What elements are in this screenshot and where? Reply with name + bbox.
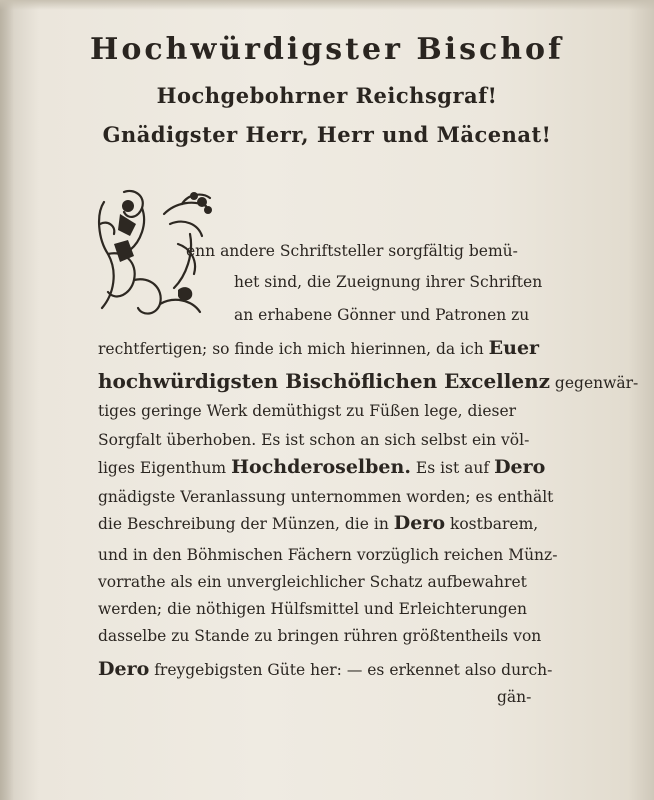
heading-title: Hochwürdigster Bischof	[90, 32, 564, 67]
emphasis-euer: Euer	[488, 337, 540, 359]
text-line-11: und in den Böhmischen Fächern vorzüglich reichen Münz-	[98, 546, 558, 564]
text-line-6: tiges geringe Werk demüthigst zu Füßen lege, dieser	[98, 402, 517, 420]
text-line-8: liges Eigenthum Hochderoselben. Es ist auf Dero	[98, 456, 546, 478]
emphasis-dero: Dero	[393, 512, 445, 534]
text-line-12: vorrathe als ein unvergleichlicher Schatz aufbewahret	[98, 573, 527, 591]
text-line-10: die Beschreibung der Münzen, die in Dero kostbarem,	[98, 512, 539, 534]
text-line-7: Sorgfalt überhoben. Es ist schon an sich selbst ein völ-	[98, 431, 530, 449]
text-line-15: Dero freygebigsten Güte her: — es erkennet also durch-	[98, 658, 553, 680]
heading-subtitle: Hochgebohrner Reichsgraf!	[156, 83, 498, 108]
text-line-13: werden; die nöthigen Hülfsmittel und Erleichterungen	[98, 600, 528, 618]
text-line-5: hochwürdigsten Bischöflichen Excellenz gegenwär-	[98, 369, 639, 393]
emphasis-dero: Dero	[494, 456, 546, 478]
text-line-1: enn andere Schriftsteller sorgfältig bemü-	[186, 242, 518, 260]
emphasis-hochderoselben: Hochderoselben.	[231, 456, 411, 478]
text-line-14: dasselbe zu Stande zu bringen rühren größtentheils von	[98, 627, 542, 645]
heading-salutation: Gnädigster Herr, Herr und Mäcenat!	[102, 122, 552, 147]
catchword: gän-	[497, 688, 532, 706]
emphasis-excellenz: hochwürdigsten Bischöflichen Excellenz	[98, 369, 550, 393]
text-line-3: an erhabene Gönner und Patronen zu	[234, 306, 530, 324]
text-line-4: rechtfertigen; so finde ich mich hierinnen, da ich Euer	[98, 337, 540, 359]
emphasis-dero: Dero	[98, 658, 150, 680]
text-line-9: gnädigste Veranlassung unternommen worden; es enthält	[98, 488, 554, 506]
text-line-2: het sind, die Zueignung ihrer Schriften	[234, 273, 543, 291]
